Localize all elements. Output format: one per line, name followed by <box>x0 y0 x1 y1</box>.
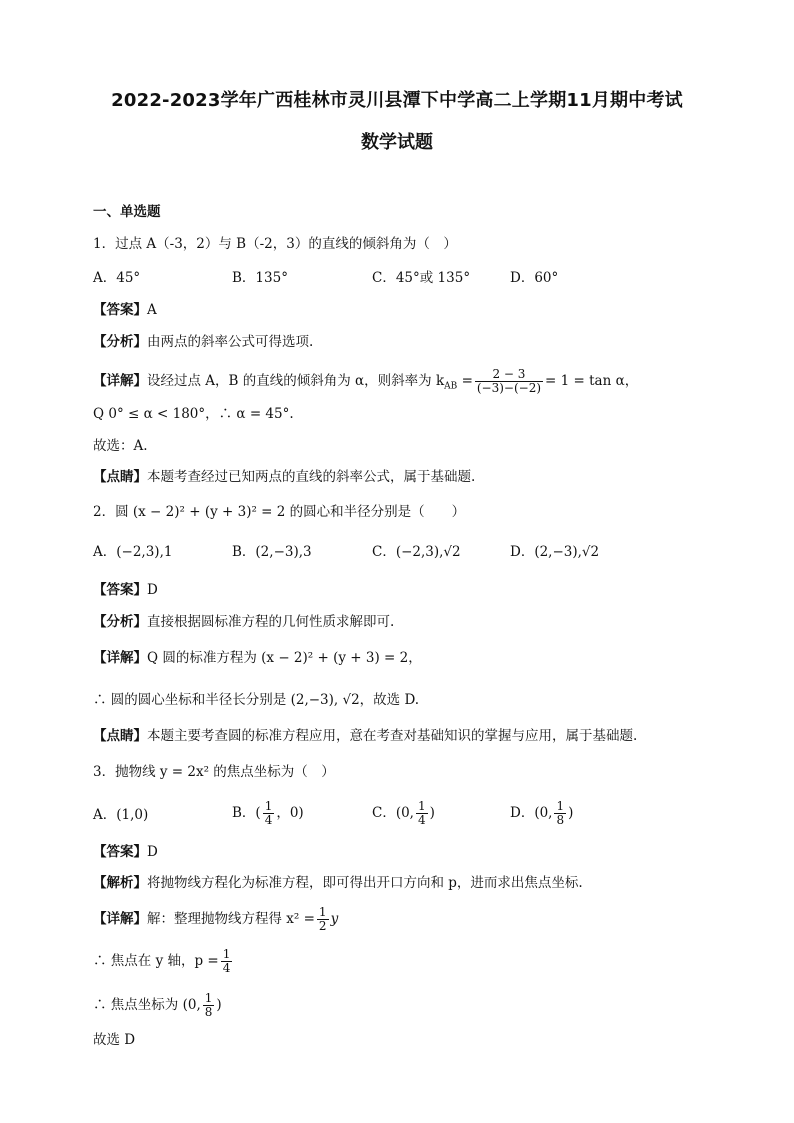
option-suffix: ) <box>429 805 435 821</box>
q1-option-b: B．135° <box>232 270 288 286</box>
q1-option-c: C．45°或 135° <box>372 270 471 286</box>
q2-option-d: D．(2,−3),√2 <box>510 544 600 560</box>
answer-value: D <box>147 844 158 860</box>
fraction-numerator: 1 <box>318 905 327 919</box>
q2-detail-line2: ∴ 圆的圆心坐标和半径长分别是 (2,−3), √2，故选 D. <box>93 692 420 708</box>
fraction-denominator: 4 <box>222 961 231 975</box>
comment-tag: 【点睛】 <box>93 469 147 485</box>
fraction-denominator: 8 <box>556 813 565 827</box>
slope-fraction <box>475 368 543 395</box>
fraction-numerator: 1 <box>556 799 565 813</box>
analysis-text: 直接根据圆标准方程的几何性质求解即可. <box>147 614 395 630</box>
document-title: 2022-2023学年广西桂林市灵川县潭下中学高二上学期11月期中考试 <box>111 90 683 111</box>
fraction-numerator: 2 − 3 <box>475 368 543 382</box>
detail-text: 设经过点 A，B 的直线的倾斜角为 α，则斜率为 k <box>147 373 445 389</box>
q2-detail <box>93 648 422 668</box>
fraction <box>416 800 428 827</box>
q3-stem: 3．抛物线 y = 2x² 的焦点坐标为（ ） <box>93 764 335 780</box>
q1-comment <box>93 467 475 487</box>
detail-tag: 【详解】 <box>93 911 147 927</box>
detail-text-post: = 1 = tan α， <box>545 373 639 389</box>
fraction-denominator: 2 <box>318 919 327 933</box>
q2-comment <box>93 726 637 746</box>
document-subtitle: 数学试题 <box>361 132 433 153</box>
q1-detail-line2: Q 0° ≤ α < 180°，∴ α = 45°. <box>93 406 294 422</box>
detail-text: ∴ 焦点坐标为 (0, <box>93 997 201 1013</box>
fraction <box>317 906 329 933</box>
q1-option-d: D．60° <box>510 270 559 286</box>
detail-text-post: y <box>330 911 339 927</box>
answer-tag: 【答案】 <box>93 844 147 860</box>
fraction <box>554 800 566 827</box>
q3-detail-line2 <box>93 948 234 975</box>
answer-tag: 【答案】 <box>93 582 147 598</box>
q2-option-b: B．(2,−3),3 <box>232 544 312 560</box>
q1-choose: 故选：A. <box>93 438 148 454</box>
q2-answer <box>93 580 158 600</box>
detail-text: Q 圆的标准方程为 (x − 2)² + (y + 3) = 2， <box>147 650 422 666</box>
option-prefix: D．(0, <box>510 805 553 821</box>
q3-option-a: A．(1,0) <box>93 807 149 823</box>
fraction-denominator: 4 <box>264 813 273 827</box>
fraction-numerator: 1 <box>417 799 426 813</box>
q3-option-d <box>510 800 573 827</box>
comment-tag: 【点睛】 <box>93 728 147 744</box>
option-suffix: ，0) <box>276 805 304 821</box>
q3-option-c <box>372 800 435 827</box>
analysis-text: 将抛物线方程化为标准方程，即可得出开口方向和 p，进而求出焦点坐标. <box>147 875 583 891</box>
fraction <box>203 992 215 1019</box>
detail-tag: 【详解】 <box>93 373 147 389</box>
equals: = <box>461 373 473 389</box>
q2-option-c: C．(−2,3),√2 <box>372 544 461 560</box>
q3-detail-line3 <box>93 992 222 1019</box>
answer-value: D <box>147 582 158 598</box>
comment-text: 本题考查经过已知两点的直线的斜率公式，属于基础题. <box>147 469 476 485</box>
fraction <box>263 800 275 827</box>
fraction-denominator: 4 <box>417 813 426 827</box>
analysis-tag: 【解析】 <box>93 875 147 891</box>
q3-choose: 故选 D <box>93 1032 136 1048</box>
fraction-numerator: 1 <box>204 991 213 1005</box>
fraction-denominator: (−3)−(−2) <box>476 381 542 395</box>
detail-text-post: ) <box>216 997 222 1013</box>
fraction <box>221 948 233 975</box>
q3-answer <box>93 842 158 862</box>
q1-option-a: A．45° <box>93 270 141 286</box>
fraction-numerator: 1 <box>222 947 231 961</box>
q2-stem: 2．圆 (x − 2)² + (y + 3)² = 2 的圆心和半径分别是（ ） <box>93 504 466 520</box>
analysis-text: 由两点的斜率公式可得选项. <box>147 334 314 350</box>
fraction-numerator: 1 <box>264 799 273 813</box>
q3-analysis <box>93 873 583 893</box>
q1-answer <box>93 300 157 320</box>
fraction-denominator: 8 <box>204 1005 213 1019</box>
detail-text: 解：整理抛物线方程得 x² = <box>147 911 315 927</box>
slope-subscript: AB <box>444 381 458 392</box>
detail-tag: 【详解】 <box>93 650 147 666</box>
section-heading: 一、单选题 <box>93 204 161 220</box>
q2-option-a: A．(−2,3),1 <box>93 544 173 560</box>
detail-text: ∴ 焦点在 y 轴，p = <box>93 953 219 969</box>
q3-option-b <box>232 800 304 827</box>
q1-stem: 1．过点 A（-3，2）与 B（-2，3）的直线的倾斜角为（ ） <box>93 236 457 252</box>
option-prefix: C．(0, <box>372 805 414 821</box>
q3-detail <box>93 906 338 933</box>
comment-text: 本题主要考查圆的标准方程应用，意在考查对基础知识的掌握与应用，属于基础题. <box>147 728 638 744</box>
q1-detail <box>93 368 638 397</box>
option-suffix: ) <box>568 805 574 821</box>
analysis-tag: 【分析】 <box>93 334 147 350</box>
q2-analysis <box>93 612 394 632</box>
answer-tag: 【答案】 <box>93 302 147 318</box>
q1-analysis <box>93 332 313 352</box>
answer-value: A <box>147 302 157 318</box>
analysis-tag: 【分析】 <box>93 614 147 630</box>
option-prefix: B．( <box>232 805 261 821</box>
